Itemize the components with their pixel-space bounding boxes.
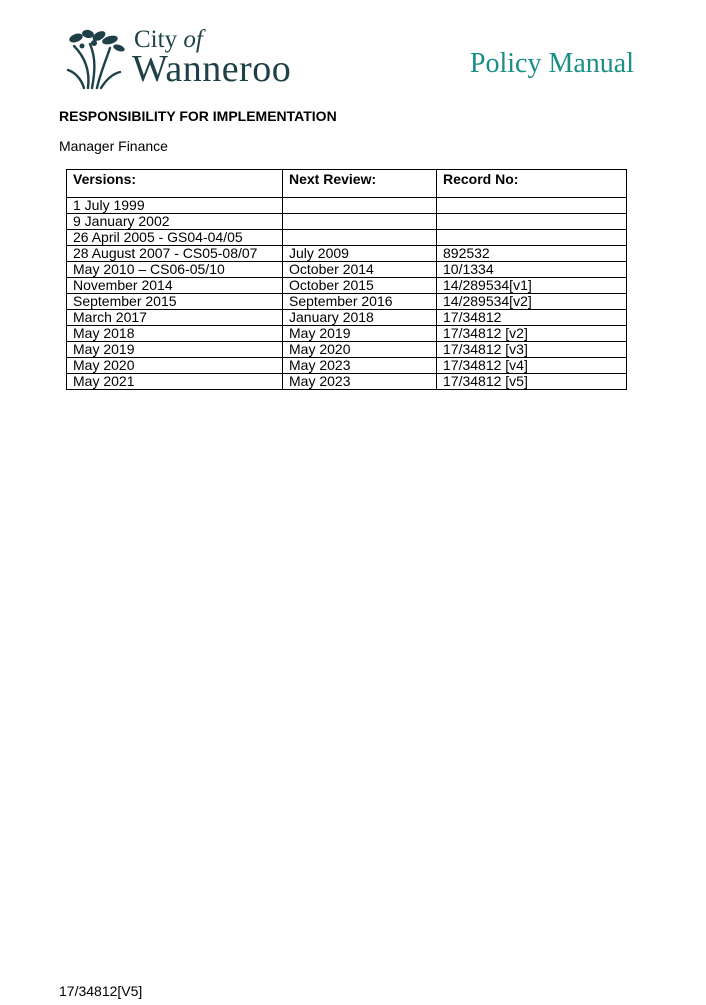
version-cell: 1 July 1999	[67, 198, 283, 214]
logo-city-word: City	[134, 26, 178, 53]
version-cell: September 2015	[67, 294, 283, 310]
table-row	[67, 246, 627, 262]
table-row	[67, 230, 627, 246]
next-review-cell: May 2023	[283, 358, 437, 374]
table-row	[67, 374, 627, 390]
next-review-cell	[283, 198, 437, 214]
record-no-cell: 17/34812 [v5]	[437, 374, 627, 390]
next-review-cell: July 2009	[283, 246, 437, 262]
footer-record-reference: 17/34812[V5]	[59, 983, 143, 999]
record-no-cell	[437, 198, 627, 214]
next-review-cell	[283, 214, 437, 230]
table-row	[67, 326, 627, 342]
version-cell: May 2020	[67, 358, 283, 374]
record-no-cell	[437, 230, 627, 246]
table-row	[67, 278, 627, 294]
next-review-cell: October 2015	[283, 278, 437, 294]
record-no-cell: 17/34812	[437, 310, 627, 326]
header-record-no: Record No:	[437, 170, 627, 198]
header-versions: Versions:	[67, 170, 283, 198]
version-cell: 9 January 2002	[67, 214, 283, 230]
table-row	[67, 310, 627, 326]
next-review-cell	[283, 230, 437, 246]
table-row	[67, 214, 627, 230]
version-history-table	[66, 169, 627, 390]
record-no-cell: 14/289534[v2]	[437, 294, 627, 310]
table-row	[67, 198, 627, 214]
record-no-cell: 17/34812 [v2]	[437, 326, 627, 342]
version-cell: May 2021	[67, 374, 283, 390]
version-cell: May 2010 – CS06-05/10	[67, 262, 283, 278]
logo-text-wanneroo: Wanneroo	[132, 48, 292, 90]
version-cell: November 2014	[67, 278, 283, 294]
next-review-cell: October 2014	[283, 262, 437, 278]
kangaroo-paw-logo-icon	[66, 26, 128, 90]
version-cell: May 2019	[67, 342, 283, 358]
table-row	[67, 294, 627, 310]
table-header-row	[67, 170, 627, 198]
section-heading: RESPONSIBILITY FOR IMPLEMENTATION	[59, 108, 337, 124]
next-review-cell: May 2023	[283, 374, 437, 390]
record-no-cell	[437, 214, 627, 230]
version-cell: March 2017	[67, 310, 283, 326]
record-no-cell: 14/289534[v1]	[437, 278, 627, 294]
table-row	[67, 358, 627, 374]
record-no-cell: 10/1334	[437, 262, 627, 278]
next-review-cell: May 2019	[283, 326, 437, 342]
record-no-cell: 892532	[437, 246, 627, 262]
city-of-wanneroo-logo	[66, 26, 296, 92]
document-type-title: Policy Manual	[469, 48, 634, 79]
record-no-cell: 17/34812 [v3]	[437, 342, 627, 358]
responsible-officer: Manager Finance	[59, 138, 168, 154]
next-review-cell: May 2020	[283, 342, 437, 358]
version-cell: 28 August 2007 - CS05-08/07	[67, 246, 283, 262]
version-cell: May 2018	[67, 326, 283, 342]
table-row	[67, 262, 627, 278]
next-review-cell: September 2016	[283, 294, 437, 310]
header-next-review: Next Review:	[283, 170, 437, 198]
logo-of-word: of	[183, 26, 203, 53]
record-no-cell: 17/34812 [v4]	[437, 358, 627, 374]
table-row	[67, 342, 627, 358]
version-cell: 26 April 2005 - GS04-04/05	[67, 230, 283, 246]
next-review-cell: January 2018	[283, 310, 437, 326]
